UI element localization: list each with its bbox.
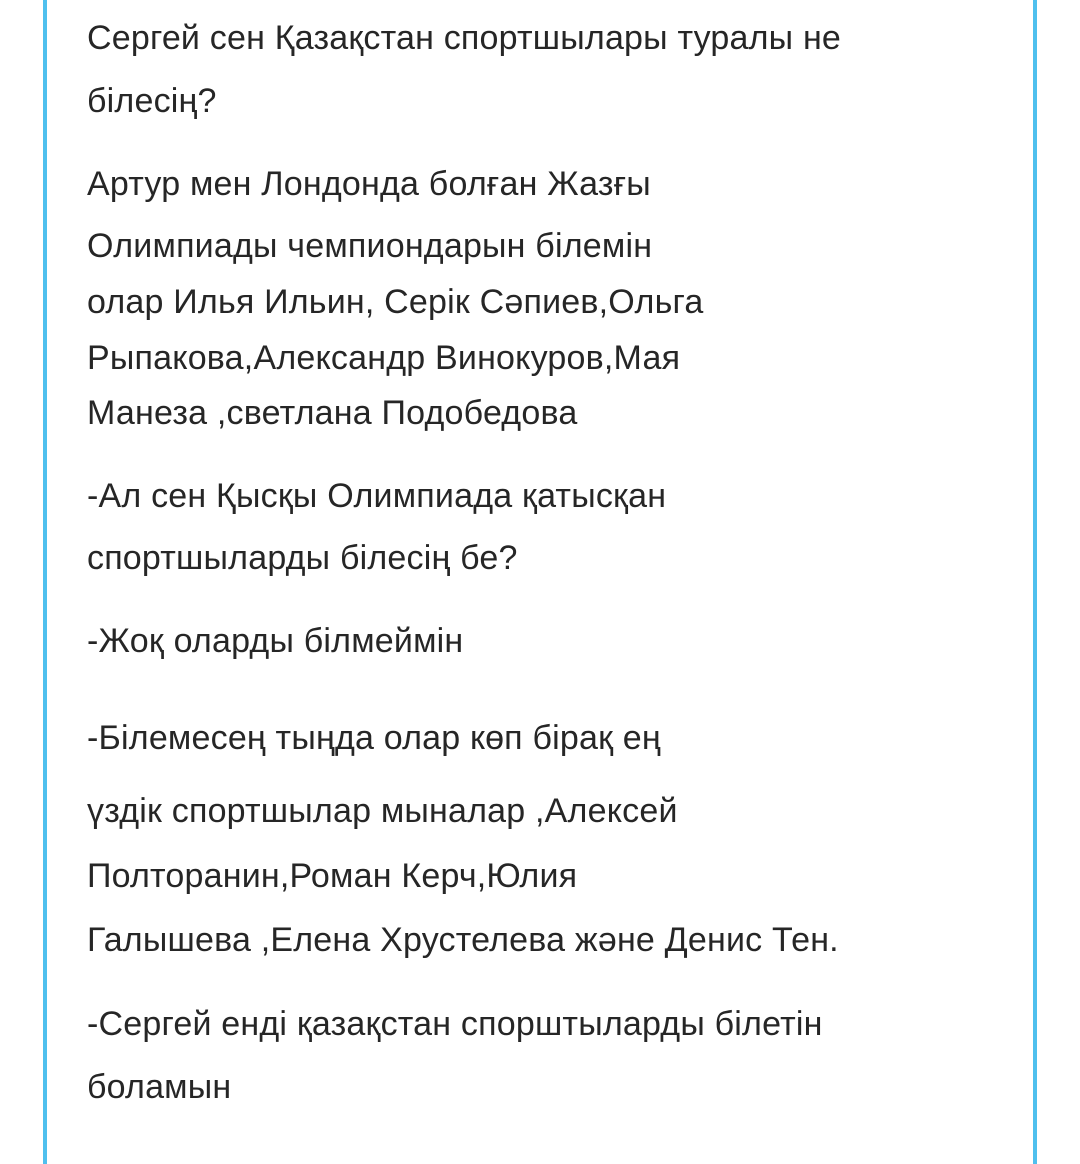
text-line-13: Полторанин,Роман Керч,Юлия (87, 857, 578, 895)
text-line-14: Галышева ,Елена Хрустелева және Денис Тен. (87, 921, 839, 959)
text-line-7: Манеза ,светлана Подобедова (87, 394, 578, 432)
text-line-4: Олимпиады чемпиондарын білемін (87, 227, 653, 265)
text-line-15: -Сергей енді қазақстан спорштыларды білетін (87, 1005, 823, 1043)
text-line-16: боламын (87, 1068, 232, 1106)
text-line-12: үздік спортшылар мыналар ,Алексей (87, 792, 678, 830)
text-line-5: олар Илья Ильин, Серік Сәпиев,Ольга (87, 283, 704, 321)
left-border-line (43, 0, 47, 1164)
text-line-10: -Жоқ оларды білмеймін (87, 622, 464, 660)
text-line-9: спортшыларды білесің бе? (87, 539, 518, 577)
text-line-2: білесің? (87, 82, 217, 120)
text-line-1: Сергей сен Қазақстан спортшылары туралы не (87, 19, 842, 57)
text-line-11: -Білемесең тыңда олар көп бірақ ең (87, 719, 661, 757)
text-line-6: Рыпакова,Александр Винокуров,Мая (87, 339, 681, 377)
text-line-3: Артур мен Лондонда болған Жазғы (87, 165, 651, 203)
text-line-8: -Ал сен Қысқы Олимпиада қатысқан (87, 477, 667, 515)
right-border-line (1033, 0, 1037, 1164)
